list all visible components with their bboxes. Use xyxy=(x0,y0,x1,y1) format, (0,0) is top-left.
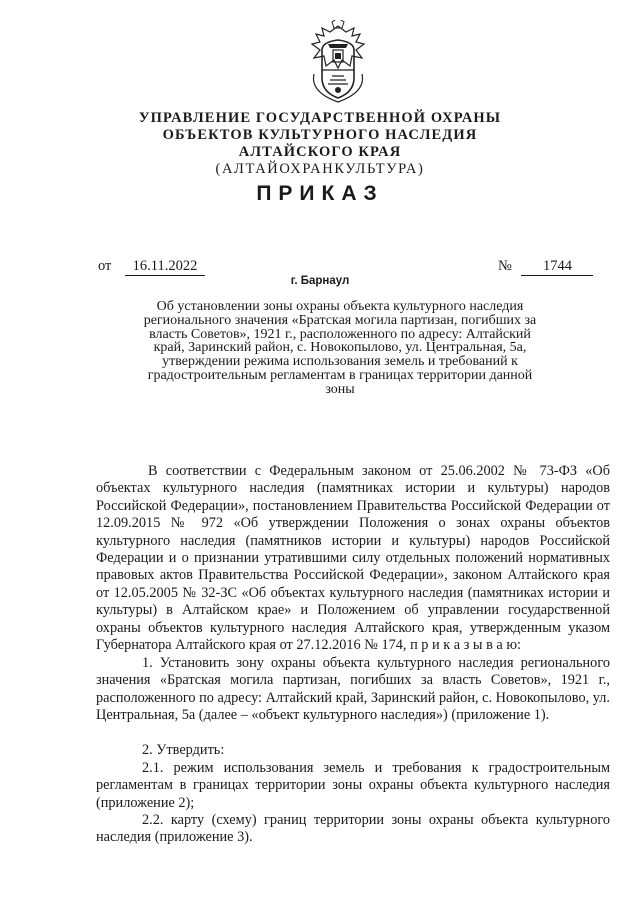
clause-2-2: 2.2. карту (схему) границ территории зоны охраны объекта культурного наследия (приложение 3). xyxy=(96,812,610,846)
preamble-paragraph: В соответствии с Федеральным законом от 25.06.2002 № 73-ФЗ «Об объектах культурного наследия (памятниках истории и культуры) народов Российской Федерации», постановлением Правительства Российской Федерации от 12.09.2015 № 972 «Об утверждении Положения о зонах охраны объектов культурного наследия (памятников истории и культуры) народов Российской Федерации и о признании утратившими силу отдельных положений нормативных правовых актов Правительства Российской Федерации», законом Алтайского края от 12.05.2005 № 32-ЗС «Об объектах культурного наследия (памятниках истории и культуры) в Алтайском крае» и Положением об управлении государственной охраны объектов культурного наследия Алтайского края, утвержденным указом Губернатора Алтайского края от 27.12.2016 № 174, п р и к а з ы в а ю: xyxy=(96,463,610,654)
clause-1: 1. Установить зону охраны объекта культурного наследия регионального значения «Братская могила партизан, погибших за власть Советов», 1921 г., расположенного по адресу: Алтайский край, Заринский район, с. Новокопылово, ул. Центральная, 5а (далее – «объект культурного наследия») (приложение 1). xyxy=(96,655,610,724)
number-prefix: № xyxy=(498,258,512,274)
date-prefix: от xyxy=(98,258,112,274)
order-number-block xyxy=(498,258,593,276)
coat-of-arms-icon xyxy=(302,20,374,104)
agency-name-line-3: АЛТАЙСКОГО КРАЯ xyxy=(238,144,402,160)
document-title: ПРИКАЗ xyxy=(256,182,384,205)
city: г. Барнаул xyxy=(290,275,350,287)
clause-2-1: 2.1. режим использования земель и требования к градостроительным регламентам в границах территории зоны охраны объекта культурного наследия (приложение 2); xyxy=(96,760,610,811)
order-subject: Об установлении зоны охраны объекта культурного наследия регионального значения «Братская могила партизан, погибших за власть Советов», 1921 г., расположенного по адресу: Алтайский край, Заринский район, с. Новокопылово, ул. Центральная, 5а, утверждении режима использования земель и требований к градостроительным регламентам в границах территории данной зоны xyxy=(143,299,537,397)
order-date-block xyxy=(98,258,205,276)
order-number: 1744 xyxy=(521,258,593,276)
order-date: 16.11.2022 xyxy=(125,258,205,276)
agency-short-name: (АЛТАЙОХРАНКУЛЬТУРА) xyxy=(215,161,425,177)
clause-2: 2. Утвердить: xyxy=(142,742,225,758)
agency-name-line-1: УПРАВЛЕНИЕ ГОСУДАРСТВЕННОЙ ОХРАНЫ xyxy=(138,110,502,126)
agency-name-line-2: ОБЪЕКТОВ КУЛЬТУРНОГО НАСЛЕДИЯ xyxy=(162,127,478,143)
